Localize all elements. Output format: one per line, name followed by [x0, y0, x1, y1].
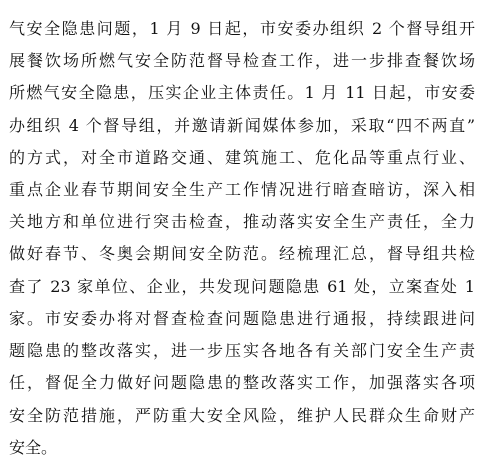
text-line-9: 查了 23 家单位、企业，共发现问题隐患 61 处，立案查处 1 [9, 277, 475, 296]
text-line-10: 家。市安委办将对督查检查问题隐患进行通报，持续跟进问 [9, 309, 475, 328]
text-line-14: 安全。 [9, 438, 58, 457]
text-line-8: 做好春节、冬奥会期间安全防范。经梳理汇总，督导组共检 [9, 244, 475, 263]
text-line-13: 安全防范措施，严防重大安全风险，维护人民群众生命财产 [9, 406, 475, 425]
text-line-11: 题隐患的整改落实，进一步压实各地各有关部门安全生产责 [9, 341, 475, 360]
text-line-3: 所燃气安全隐患，压实企业主体责任。1 月 11 日起，市安委 [9, 83, 475, 102]
text-line-12: 任，督促全力做好问题隐患的整改落实工作，加强落实各项 [9, 373, 475, 392]
text-line-7: 关地方和单位进行突击检查，推动落实安全生产责任，全力 [9, 212, 475, 231]
text-line-6: 重点企业春节期间安全生产工作情况进行暗查暗访，深入相 [9, 180, 475, 199]
text-line-2: 展餐饮场所燃气安全防范督导检查工作，进一步排查餐饮场 [9, 51, 475, 70]
text-line-1: 气安全隐患问题，1 月 9 日起，市安委办组织 2 个督导组开 [9, 19, 475, 38]
text-line-5: 的方式，对全市道路交通、建筑施工、危化品等重点行业、 [9, 148, 475, 167]
text-line-4: 办组织 4 个督导组，并邀请新闻媒体参加，采取“四不两直” [9, 116, 475, 135]
